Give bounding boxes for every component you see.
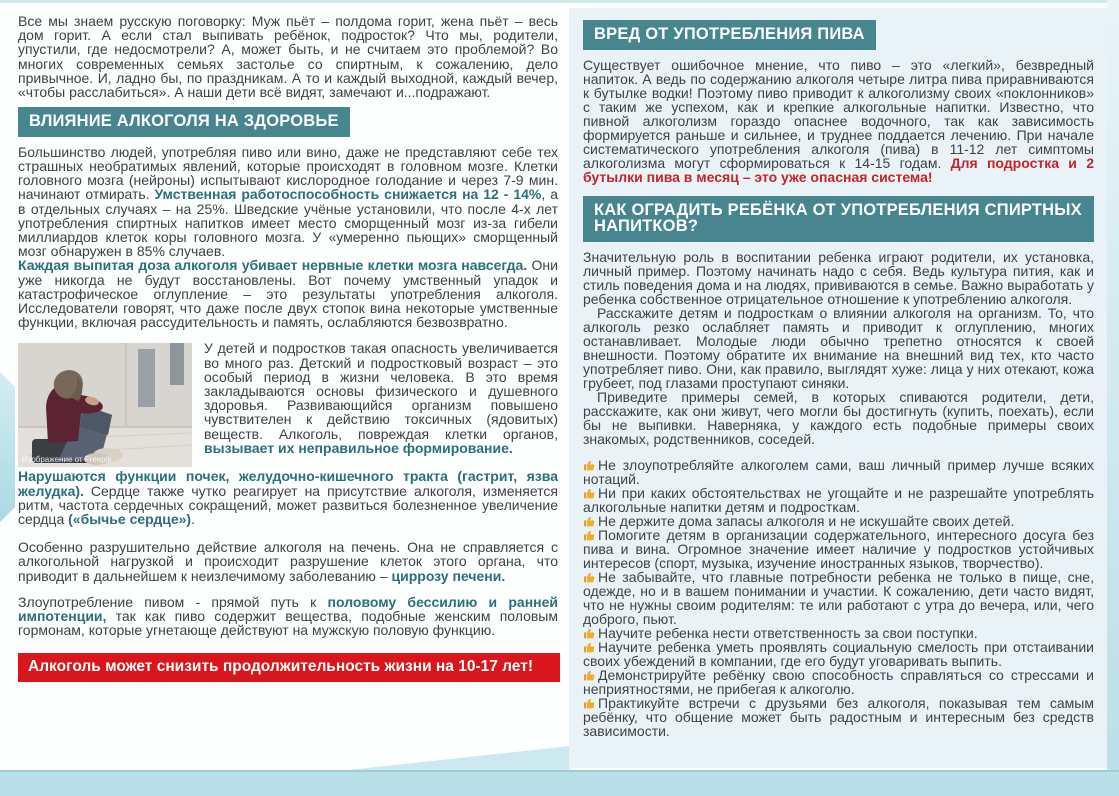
guideline-text: Научите ребенка уметь проявлять социальную смелость при отстаивании своих убеждений в компании, где его будут уговаривать выпить. [583,638,1094,669]
guideline-item [583,626,1094,640]
guideline-text: Помогите детям в организации содержательного, интересного досуга без пива и вина. Огромное значение имеет наличие у подростков устойчивых интересов (спорт, музыка, изучение иностранных языков, творчество). [583,526,1094,571]
guideline-text: Ни при каких обстоятельствах не угощайте и не разрешайте употреблять алкогольные напитки детям и подросткам. [583,484,1094,515]
health-paragraph-organs: Нарушаются функции почек, желудочно-кишечного тракта (гастрит, язва желудка). Сердце также чутко реагирует на присутствие алкоголя, изменяется ритм, частота сердечных сокращений, может развиться болезненное увеличение сердца («бычье сердце»). [18,468,558,527]
guard-paragraph-parents: Значительную роль в воспитании ребенка играют родители, их установка, личный пример. Поэтому начинать надо с себя. Ведь культура пития, как и стиль поведения дома и на людях, прививаются в семье. Важно выработать у ребенка собственное отрицательное отношение к употреблению алкоголя. [583,248,1094,307]
guideline-text: Практикуйте встречи с друзьями без алкоголя, показывая тем самым ребёнку, что общение может быть радостным и интересным без средств зависимости. [583,694,1094,739]
guideline-item [583,514,1094,528]
right-column-panel [569,8,1107,768]
guard-paragraph-examples: Приведите примеры семей, в которых спиваются родители, дети, расскажите, как они живут, чего могли бы достигнуть (купить, поехать), если бы не выпивки. Наверняка, у каждого есть подобные примеры своих знакомых, родственников, соседей. [583,388,1094,447]
bottom-band-decoration [0,772,1119,796]
guideline-text: Не забывайте, что главные потребности ребенка не только в пище, сне, одежде, но и в вашем понимании и участии. К сожалению, дети часто видят, что не нужны своим родителям: те или работают с утра до вечера, или, чего доброго, пьют. [583,568,1094,627]
guideline-item [583,640,1094,668]
top-border-decoration [0,0,1119,3]
health-paragraph-teens: У детей и подростков такая опасность увеличивается во много раз. Детский и подростковый возраст – это особый период в жизни человека. В это время закладываются основы физического и душевного здоровья. Развивающийся организм повышено чувствителен к действию токсичных (ядовитых) веществ. Алкоголь, повреждая клетки органов, вызывает их неправильное формирование. [204,340,558,456]
photo-credit-caption: Изображение от Freepik [22,455,112,465]
media-block [18,341,558,526]
guideline-item [583,486,1094,514]
guideline-item [583,696,1094,738]
guard-paragraph-tell-children: Расскажите детям и подросткам о влиянии алкоголя на организм. То, что алкоголь резко ослабляет память и приводит к оглуплению, многих останавливает. Молодые люди обычно трепетно относятся к своей внешности. Поэтому обратите их внимание на внешний вид тех, кто часто употребляет пиво. Они, как правило, выглядят хуже: лица у них отекают, кожа грубеет, под глазами проступают синяки. [583,304,1094,391]
beer-harm-paragraph: Существует ошибочное мнение, что пиво – это «легкий», безвредный напиток. А ведь по содержанию алкоголя четыре литра пива приравниваются к бутылке водки! Поэтому пиво приводит к алкоголизму своих «поклонников» с таким же успехом, как и крепкие алкогольные напитки. Известно, что пивной алкоголизм гораздо опаснее водочного, так как зависимость формируется раньше и сильнее, и труднее поддается лечению. При начале систематического употребления алкоголя (пива) в 11-12 лет симптомы алкоголизма могут сформироваться к 14-15 годам. Для подростка и 2 бутылки пива в месяц – это уже опасная система! [583,56,1094,185]
guideline-text: Научите ребенка нести ответственность за свои поступки. [598,624,978,641]
guideline-item [583,528,1094,570]
left-column [18,14,558,682]
section-header-alcohol-health: ВЛИЯНИЕ АЛКОГОЛЯ НА ЗДОРОВЬЕ [18,107,350,137]
sad-teen-photo-illustration [18,343,192,467]
thumbs-up-icon [583,627,596,640]
health-paragraph-dose: Каждая выпитая доза алкоголя убивает нервные клетки мозга навсегда. Они уже никогда не будут восстановлены. Вот почему умственный упадок и катастрофическое оглупление – это результаты употребления алкоголя. Исследователи говорят, что даже после двух стопок вина некоторые умственные функции, включая рассудительность и память, ослабляются безвозвратно. [18,257,558,331]
guideline-item [583,668,1094,696]
guideline-text: Не злоупотребляйте алкоголем сами, ваш личный пример лучше всяких нотаций. [583,456,1094,487]
health-paragraph-beer-hormones: Злоупотребление пивом - прямой путь к половому бессилию и ранней импотенции, так как пиво содержит вещества, подобные женским половым гормонам, которые угнетающе действуют на мужскую половую функцию. [18,593,559,639]
guideline-text: Не держите дома запасы алкоголя и не искушайте своих детей. [598,512,1015,529]
guidelines-list [583,458,1094,738]
health-paragraph-brain: Большинство людей, употребляя пиво или вино, даже не представляют себе тех страшных необратимых явлений, которые происходят в головном мозге. Клетки головного мозга (нейроны) испытывают кислородное голодание и через 7-9 мин. начинают отмирать. Умственная работоспособность снижается на 12 - 14%, а в отдельных случаях – на 25%. Шведские учёные установили, что после 4-х лет употребления спиртных напитков имеет место сморщенный мозг из-за гибели миллиардов клеток коры головного мозга. У «умеренно пьющих» сморщенный мозг обнаружен в 85% случаев. [18,143,559,260]
lifespan-warning-banner: Алкоголь может снизить продолжительность жизни на 10-17 лет! [18,653,560,682]
section-header-beer-harm: ВРЕД ОТ УПОТРЕБЛЕНИЯ ПИВА [583,20,876,50]
bottom-wedge-decoration [330,746,570,772]
sad-teen-photo [18,343,192,467]
guideline-item [583,570,1094,626]
thumbs-up-icon [583,515,596,528]
intro-paragraph: Все мы знаем русскую поговорку: Муж пьёт – полдома горит, жена пьёт – весь дом горит. А если стал выпивать ребёнок, подросток? Что мы, родители, упустили, где недосмотрели? А, может быть, и не считаем это проблемой? Во многих современных семьях застолье со спиртным, к сожалению, дело привычное. И, ладно бы, по праздникам. А то и каждый выходной, каждый вечер, «чтобы расслабиться». А наши дети всё видят, замечают и...подражают. [18,13,558,101]
guideline-item [583,458,1094,486]
section-alcohol-health [18,107,558,137]
health-paragraph-liver: Особенно разрушительно действие алкоголя на печень. Она не справляется с алкогольной нагрузкой и происходит разрушение клеток этого органа, что приводит в дальнейшем к неизлечимому заболеванию – циррозу печени. [18,539,558,584]
section-header-guard-child: КАК ОГРАДИТЬ РЕБЁНКА ОТ УПОТРЕБЛЕНИЯ СПИРТНЫХ НАПИТКОВ? [583,196,1094,242]
guideline-text: Демонстрируйте ребёнку свою способность справляться со стрессами и неприятностями, не прибегая к алкоголю. [583,666,1094,697]
left-wedge-decoration [0,372,15,522]
right-edge-decoration [1107,0,1119,796]
